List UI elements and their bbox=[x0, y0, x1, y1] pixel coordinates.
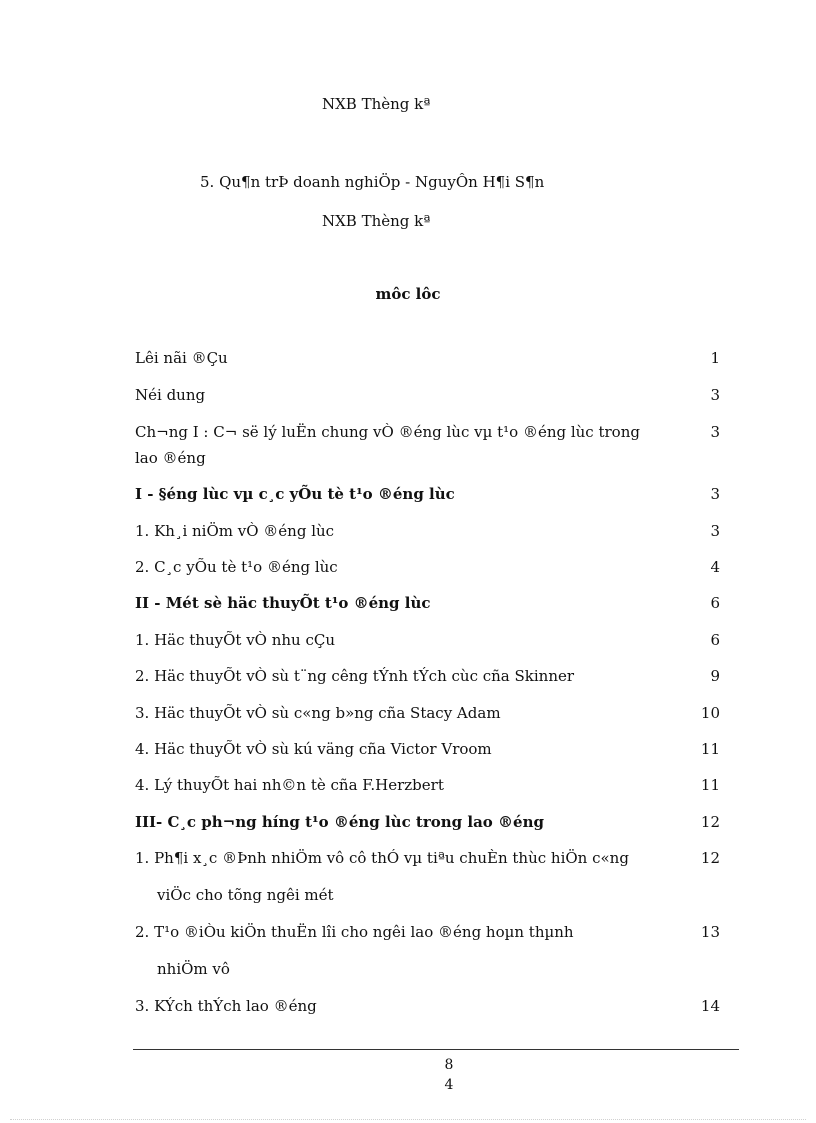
toc-entry-page: 6 bbox=[710, 594, 720, 612]
page-bottom-border bbox=[10, 1119, 806, 1120]
toc-entry-label: 2. T¹o ®iÒu kiÖn thuËn lîi cho ngêi lao ®éng hoµn thµnh bbox=[135, 923, 574, 941]
toc-entry-page: 14 bbox=[700, 997, 720, 1015]
toc-section-heading bbox=[135, 809, 720, 835]
toc-entry-label: 1. Häc thuyÕt vÒ nhu cÇu bbox=[135, 631, 336, 649]
toc-section-heading bbox=[135, 481, 720, 507]
toc-entry bbox=[135, 993, 720, 1019]
footer-page-number: 8 bbox=[444, 1057, 454, 1073]
toc-entry-page: 4 bbox=[710, 558, 720, 576]
publisher-line-2: NXB Thèng kª bbox=[322, 212, 431, 230]
toc-entry bbox=[135, 627, 720, 653]
toc-entry bbox=[135, 919, 720, 945]
footer-sub-number: 4 bbox=[444, 1077, 454, 1093]
toc-section-heading bbox=[135, 590, 720, 616]
toc-entry-label: 3. KÝch thÝch lao ®éng bbox=[135, 997, 317, 1015]
publisher-line-1: NXB Thèng kª bbox=[322, 95, 431, 113]
toc-entry-page: 3 bbox=[710, 423, 720, 441]
toc-entry-label: 1. Ph¶i x¸c ®Þnh nhiÖm vô cô thÓ vµ tiªu chuÈn thùc hiÖn c«ng bbox=[135, 849, 629, 867]
toc-entry bbox=[135, 772, 720, 798]
toc-entry-page: 10 bbox=[700, 704, 720, 722]
toc-entry-label: Lêi nãi ®Çu bbox=[135, 349, 228, 367]
toc-entry bbox=[135, 663, 720, 689]
toc-entry bbox=[135, 554, 720, 580]
toc-entry-page: 3 bbox=[710, 522, 720, 540]
toc-entry-page: 3 bbox=[710, 485, 720, 503]
toc-entry-label: 2. C¸c yÕu tè t¹o ®éng lùc bbox=[135, 558, 338, 576]
toc-entry bbox=[135, 382, 720, 408]
toc-entry-page: 13 bbox=[700, 923, 720, 941]
toc-entry-label: 1. Kh¸i niÖm vÒ ®éng lùc bbox=[135, 522, 335, 540]
toc-title: môc lôc bbox=[375, 285, 441, 303]
toc-entry bbox=[135, 345, 720, 371]
toc-entry-page: 9 bbox=[710, 667, 720, 685]
toc-entry-page: 6 bbox=[710, 631, 720, 649]
toc-entry-label: 2. Häc thuyÕt vÒ sù t¨ng cêng tÝnh tÝch cùc cña Skinner bbox=[135, 667, 575, 685]
toc-entry-continuation: viÖc cho tõng ngêi mét bbox=[157, 886, 334, 904]
toc-entry-label: Ch¬ng I : C¬ së lý luËn chung vÒ ®éng lùc vµ t¹o ®éng lùc trong lao ®éng bbox=[135, 423, 640, 467]
toc-entry bbox=[135, 845, 720, 871]
toc-entry-continuation: nhiÖm vô bbox=[157, 960, 230, 978]
toc-entry-label: III- C¸c ph¬ng híng t¹o ®éng lùc trong lao ®éng bbox=[135, 813, 544, 831]
reference-5: 5. Qu¶n trÞ doanh nghiÖp - NguyÔn H¶i S¶n bbox=[200, 173, 545, 191]
toc-entry-label: I - §éng lùc vµ c¸c yÕu tè t¹o ®éng lùc bbox=[135, 485, 455, 503]
toc-entry-label: 3. Häc thuyÕt vÒ sù c«ng b»ng cña Stacy Adam bbox=[135, 704, 501, 722]
toc-entry-page: 12 bbox=[700, 813, 720, 831]
toc-entry-label: II - Mét sè häc thuyÕt t¹o ®éng lùc bbox=[135, 594, 431, 612]
footer-divider bbox=[133, 1049, 739, 1050]
toc-entry-label: 4. Lý thuyÕt hai nh©n tè cña F.Herzbert bbox=[135, 776, 444, 794]
toc-entry bbox=[135, 419, 720, 471]
toc-entry-label: Néi dung bbox=[135, 386, 206, 404]
toc-entry-label: 4. Häc thuyÕt vÒ sù kú väng cña Victor Vroom bbox=[135, 740, 492, 758]
toc-entry bbox=[135, 518, 720, 544]
toc-entry-page: 11 bbox=[700, 740, 720, 758]
toc-entry-page: 1 bbox=[710, 349, 720, 367]
toc-entry-page: 3 bbox=[710, 386, 720, 404]
toc-entry bbox=[135, 700, 720, 726]
toc-entry bbox=[135, 736, 720, 762]
toc-entry-page: 12 bbox=[700, 849, 720, 867]
toc-entry-page: 11 bbox=[700, 776, 720, 794]
